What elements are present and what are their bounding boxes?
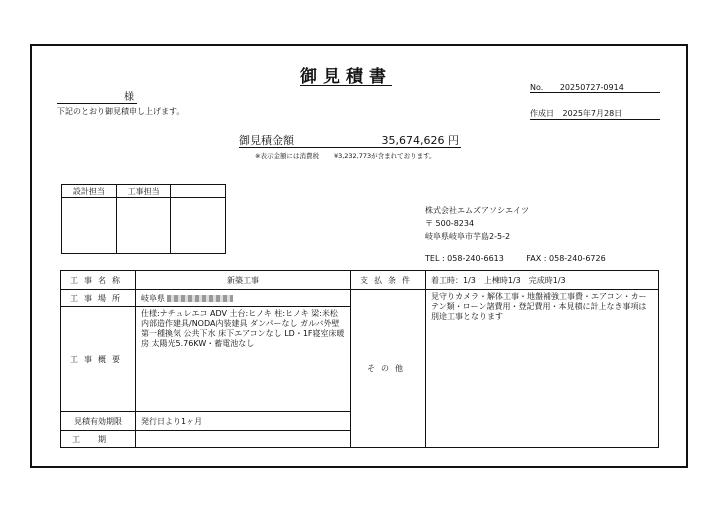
tax-note <box>255 151 436 160</box>
construction-staff-label: 工事担当 <box>116 185 171 198</box>
company-tel: TEL : 058-240-6613 <box>425 254 504 263</box>
company-name: 株式会社エムズアソシエイツ <box>425 206 529 215</box>
company-fax: FAX : 058-240-6726 <box>526 254 606 263</box>
staff-blank-stamp <box>171 198 226 254</box>
period-value <box>136 431 351 448</box>
validity-label: 見積有効期限 <box>61 412 136 431</box>
staff-table <box>61 184 226 254</box>
work-overview-label: 工事概要 <box>61 307 136 412</box>
other-value: 見守りカメラ・解体工事・地盤補強工事費・エアコン・カーテン類・ローン諸費用・登記費用・本見積に計上なき事項は別途工事となります <box>426 290 659 448</box>
tax-note-label: ※表示金額には消費税 <box>255 152 319 160</box>
customer-suffix: 様 <box>124 92 134 103</box>
payment-terms-label: 支払条件 <box>351 271 426 290</box>
creation-date <box>530 108 660 120</box>
estimate-amount-label: 御見積金額 <box>239 134 294 147</box>
company-contact <box>425 254 606 263</box>
creation-date-value: 2025年7月28日 <box>562 109 623 118</box>
company-block <box>425 204 529 243</box>
other-label: その他 <box>351 290 426 448</box>
estimate-amount <box>239 132 461 148</box>
payment-terms-value: 着工時：1/3 上棟時1/3 完成時1/3 <box>426 271 659 290</box>
validity-value: 発行日より1ヶ月 <box>136 412 351 431</box>
work-place-value: 岐阜県 <box>141 293 165 303</box>
estimate-detail-table <box>60 270 659 448</box>
company-address: 岐阜県岐阜市芋島2-5-2 <box>425 232 511 241</box>
work-place-label: 工事場所 <box>61 290 136 307</box>
work-overview-value: 仕様:ナチュレエコ ADV 土台:ヒノキ 柱:ヒノキ 梁:米松 内部造作建具/NODA内装建具 ダンパーなし ガルバ外壁 第一種換気 公共下水 床下エアコンなし LD・1F寝室床暖房 太陽光5.76KW・蓄電池なし <box>136 307 351 412</box>
tax-note-value: ¥3,232,773が含まれております。 <box>333 152 436 160</box>
design-staff-label: 設計担当 <box>62 185 117 198</box>
customer-name-line <box>57 88 137 104</box>
work-name-label: 工事名称 <box>61 271 136 290</box>
work-place-cell <box>136 290 351 307</box>
estimate-number <box>530 83 660 93</box>
page-title: 御見積書 <box>300 67 392 87</box>
redacted-address <box>167 295 233 302</box>
work-name-value: 新築工事 <box>136 271 351 290</box>
estimate-number-label: No. <box>530 83 544 92</box>
construction-staff-stamp <box>116 198 171 254</box>
company-postal: 〒 500-8234 <box>425 219 475 228</box>
estimate-amount-value: 35,674,626 円 <box>381 134 459 147</box>
period-label: 工期 <box>61 431 136 448</box>
design-staff-stamp <box>62 198 117 254</box>
estimate-number-value: 20250727-0914 <box>559 83 624 92</box>
staff-blank-header <box>171 185 226 198</box>
intro-text: 下記のとおり御見積申し上げます。 <box>57 107 185 116</box>
creation-date-label: 作成日 <box>530 109 554 118</box>
